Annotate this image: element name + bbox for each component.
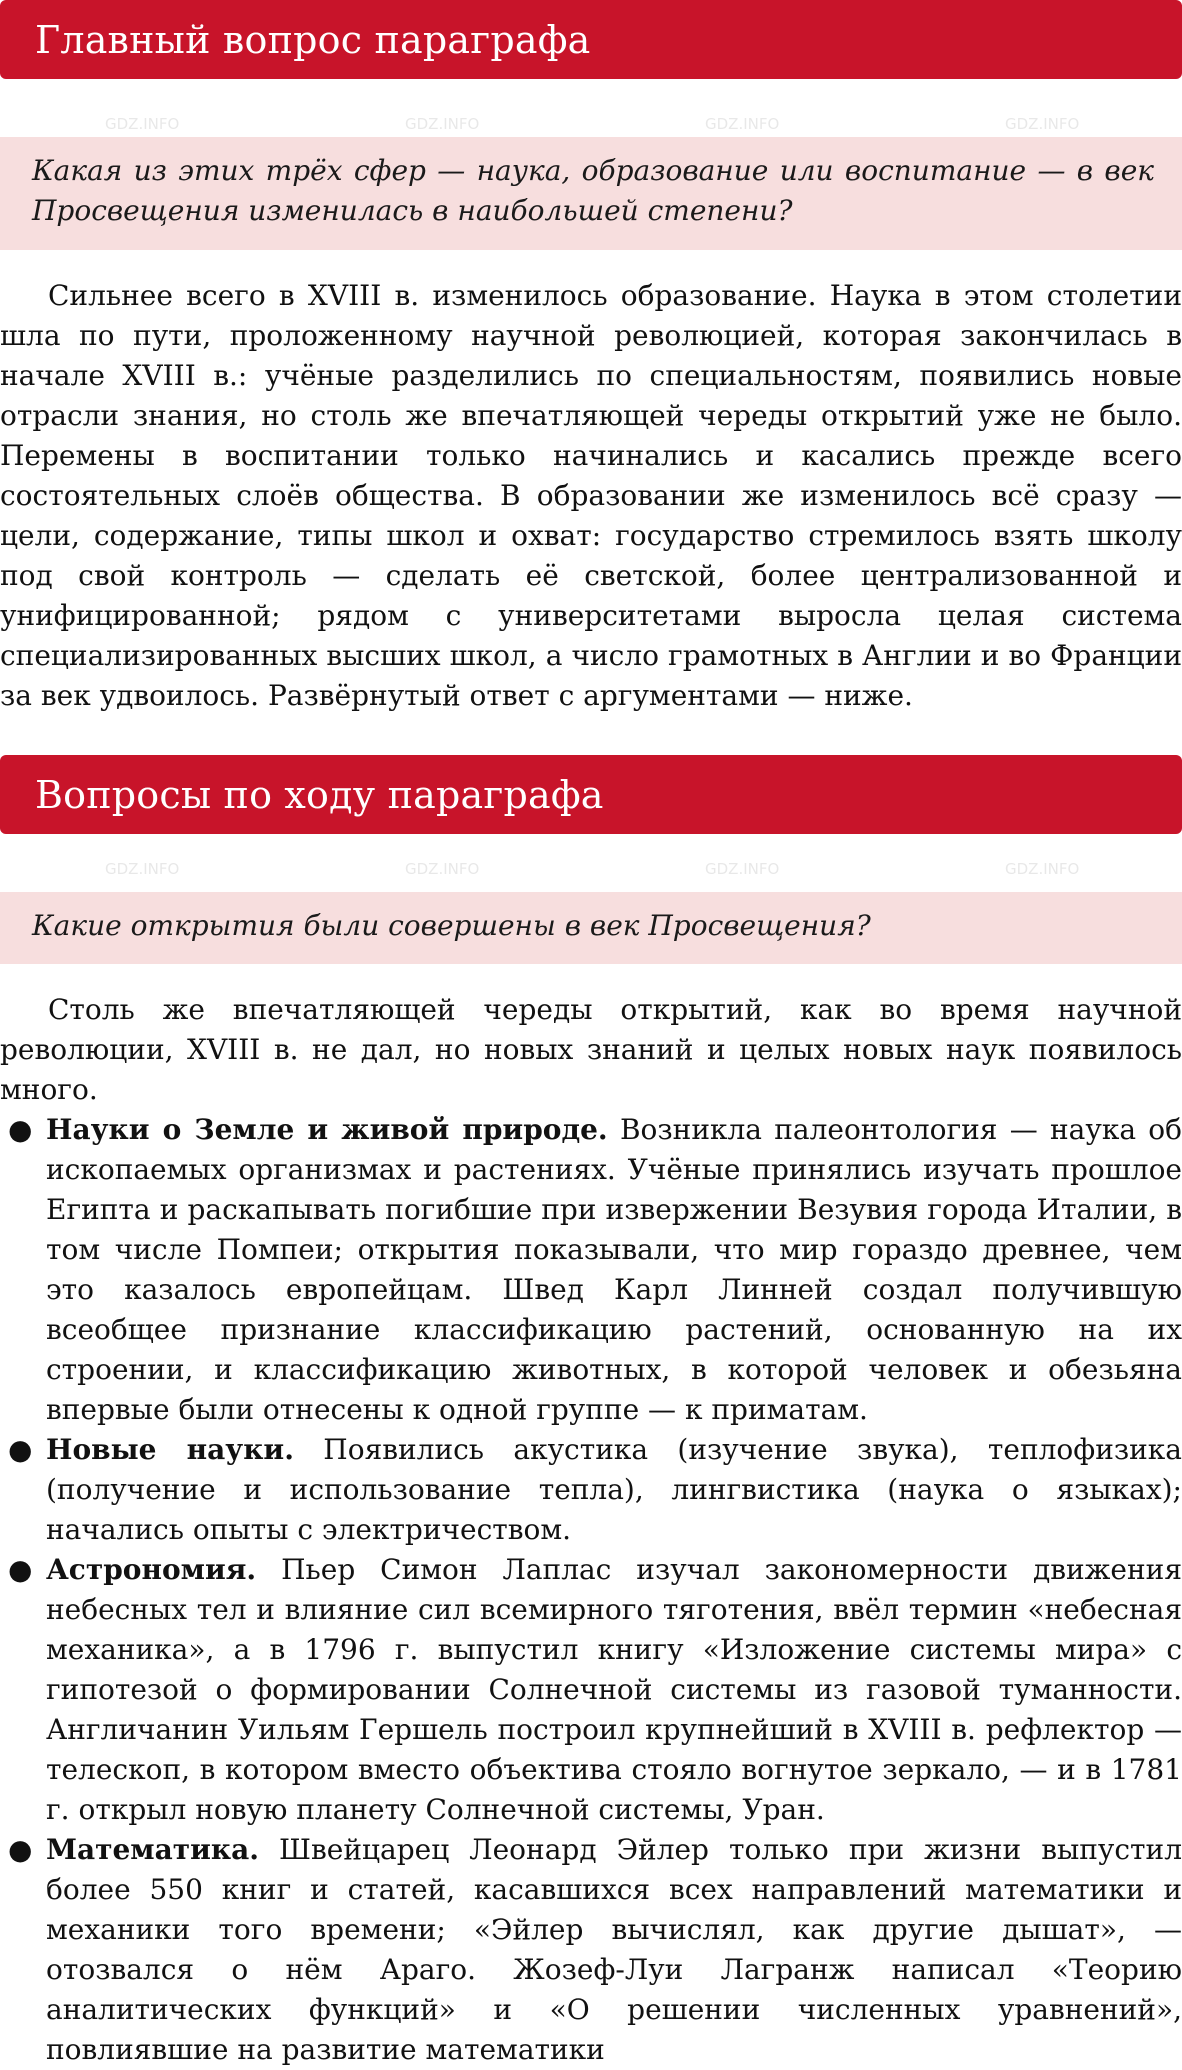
watermark-text: GDZ.INFO: [705, 860, 780, 878]
list-item-text: Швейцарец Леонард Эйлер только при жизни выпустил более 550 книг и статей, касавшихся всех направлений математики и механики того времени; «Эйлер вычислял, как другие дышат», — отозвался о нём Араго. Жозеф-Луи Лагранж написал «Теорию аналитических функций» и «О решении численных уравнений», повлиявшие на развитие математики: [46, 1833, 1182, 2066]
list-item-term: Математика.: [46, 1833, 259, 1866]
answer-paragraph: Сильнее всего в XVIII в. изменилось образование. Наука в этом столетии шла по пути, проложенному научной революцией, которая закончилась в начале XVIII в.: учёные разделились по специальностям, появились новые отрасли знания, но столь же впечатляющей череды открытий уже не было. Перемены в воспитании только начинались и касались прежде всего состоятельных слоёв общества. В образовании же изменилось всё сразу — цели, содержание, типы школ и охват: государство стремилось взять школу под свой контроль — сделать её светской, более централизованной и унифицированной; рядом с университетами выросла целая система специализированных высших школ, а число грамотных в Англии и во Франции за век удвоилось. Развёрнутый ответ с аргументами — ниже.: [0, 279, 1182, 712]
list-item: [0, 1110, 1182, 1430]
question-box-discoveries: [0, 892, 1182, 964]
bullet-icon: ●: [8, 1433, 33, 1466]
section-header-main-question: [0, 0, 1182, 79]
answer-intro: Столь же впечатляющей череды открытий, как во время научной революции, XVIII в. не дал, но новых знаний и целых новых наук появилось много.: [0, 993, 1182, 1106]
question-box-main: [0, 137, 1182, 250]
list-item: [0, 1830, 1182, 2070]
list-item-term: Науки о Земле и живой природе.: [46, 1113, 608, 1146]
list-item-text: Появились акустика (изучение звука), теплофизика (получение и использование тепла), лингвистика (наука о языках); начались опыты с электричеством.: [46, 1433, 1182, 1546]
list-item: [0, 1430, 1182, 1550]
answer-block-main: [0, 276, 1182, 716]
watermark-text: GDZ.INFO: [105, 860, 180, 878]
watermark-text: GDZ.INFO: [1005, 860, 1080, 878]
list-item-term: Астрономия.: [46, 1553, 257, 1586]
section-header-title: Вопросы по ходу параграфа: [35, 772, 604, 817]
watermark-text: GDZ.INFO: [705, 115, 780, 133]
bullet-icon: ●: [8, 1113, 33, 1146]
list-item-term: Новые науки.: [46, 1433, 294, 1466]
bullet-icon: ●: [8, 1833, 33, 1866]
watermark-text: GDZ.INFO: [405, 860, 480, 878]
watermark-text: GDZ.INFO: [405, 115, 480, 133]
watermark-text: GDZ.INFO: [105, 115, 180, 133]
list-item-text: Пьер Симон Лаплас изучал закономерности движения небесных тел и влияние сил всемирного тяготения, ввёл термин «небесная механика», а в 1796 г. выпустил книгу «Изложение системы мира» с гипотезой о формировании Солнечной системы из газовой туманности. Англичанин Уильям Гершель построил крупнейший в XVIII в. рефлектор — телескоп, в котором вместо объектива стояло вогнутое зеркало, — и в 1781 г. открыл новую планету Солнечной системы, Уран.: [46, 1553, 1182, 1826]
watermark-text: GDZ.INFO: [1005, 115, 1080, 133]
section-header-in-text-questions: [0, 755, 1182, 834]
answer-block-discoveries: [0, 990, 1182, 2070]
question-text: Какая из этих трёх сфер — наука, образование или воспитание — в век Просвещения изменилась в наибольшей степени?: [32, 154, 1154, 227]
list-item-text: Возникла палеонтология — наука об ископаемых организмах и растениях. Учёные принялись изучать прошлое Египта и раскапывать погибшие при извержении Везувия города Италии, в том числе Помпеи; открытия показывали, что мир гораздо древнее, чем это казалось европейцам. Швед Карл Линней создал получившую всеобщее признание классификацию растений, основанную на их строении, и классификацию животных, в которой человек и обезьяна впервые были отнесены к одной группе — к приматам.: [46, 1113, 1182, 1426]
discoveries-list: [0, 1110, 1182, 2070]
question-text: Какие открытия были совершены в век Просвещения?: [32, 909, 871, 942]
section-header-title: Главный вопрос параграфа: [35, 17, 591, 62]
bullet-icon: ●: [8, 1553, 33, 1586]
list-item: [0, 1550, 1182, 1830]
